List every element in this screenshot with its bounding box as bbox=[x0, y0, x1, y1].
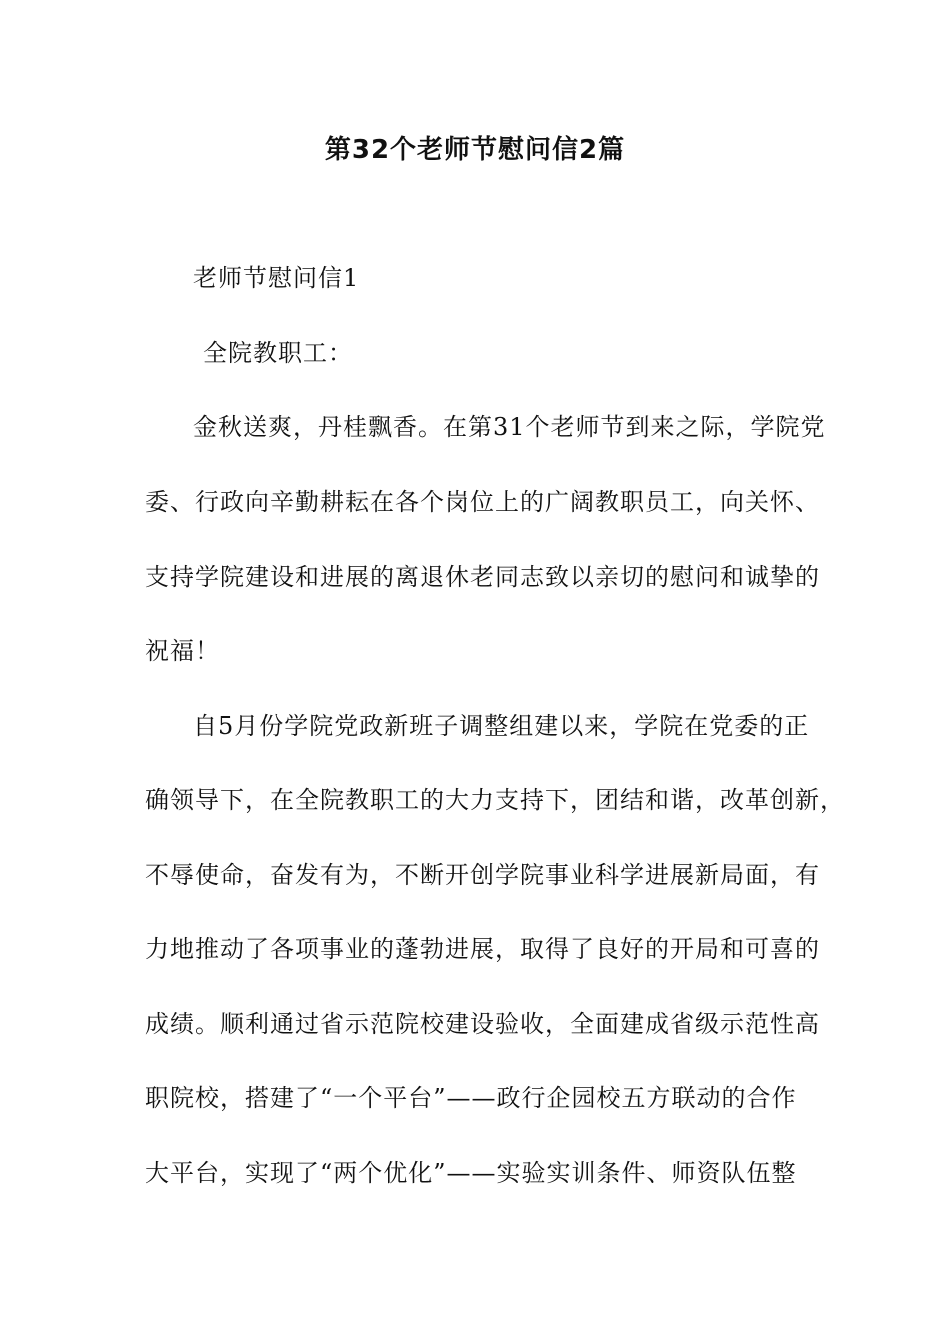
paragraph-line: 金秋送爽，丹桂飘香。在第31个老师节到来之际，学院党 bbox=[193, 413, 826, 441]
paragraph-line: 支持学院建设和进展的离退休老同志致以亲切的慰问和诚挚的 bbox=[145, 563, 820, 591]
paragraph-line: 祝福！ bbox=[145, 637, 220, 665]
paragraph-line: 力地推动了各项事业的蓬勃进展，取得了良好的开局和可喜的 bbox=[145, 935, 820, 963]
paragraph-line: 不辱使命，奋发有为，不断开创学院事业科学进展新局面，有 bbox=[145, 861, 820, 889]
document-title: 第32个老师节慰问信2篇 bbox=[324, 135, 626, 165]
paragraph-line: 自5月份学院党政新班子调整组建以来，学院在党委的正 bbox=[193, 712, 810, 740]
paragraph-line: 确领导下，在全院教职工的大力支持下，团结和谐，改革创新， bbox=[145, 786, 845, 814]
paragraph-line: 大平台，实现了“两个优化”——实验实训条件、师资队伍整 bbox=[145, 1159, 797, 1187]
section-heading: 老师节慰问信1 bbox=[193, 264, 360, 292]
paragraph-line: 职院校，搭建了“一个平台”——政行企园校五方联动的合作 bbox=[145, 1084, 797, 1112]
paragraph-line: 委、行政向辛勤耕耘在各个岗位上的广阔教职员工，向关怀、 bbox=[145, 488, 820, 516]
paragraph-line: 成绩。顺利通过省示范院校建设验收，全面建成省级示范性高 bbox=[145, 1010, 820, 1038]
salutation: 全院教职工： bbox=[203, 339, 353, 367]
